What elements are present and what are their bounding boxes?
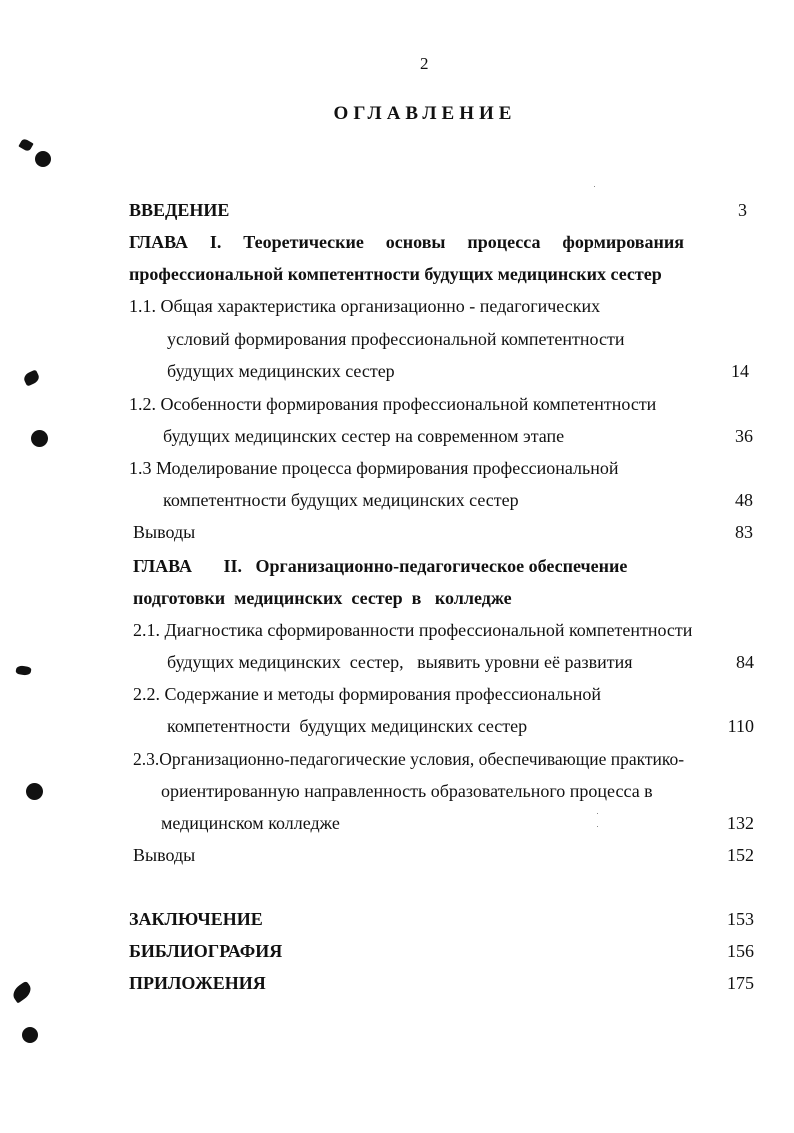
scan-mark <box>18 138 33 153</box>
toc-page-chapter2-conclusions: 152 <box>727 845 754 865</box>
page-number: 2 <box>420 54 429 73</box>
toc-entry-2-2-line2: компетентности будущих медицинских сестер <box>167 716 528 736</box>
toc-page-1-2: 36 <box>735 426 753 446</box>
toc-entry-2-1-line1: 2.1. Диагностика сформированности профессиональной компетентности <box>133 620 693 640</box>
chapter1-heading-line2: профессиональной компетентности будущих медицинских сестер <box>129 264 662 284</box>
toc-page-appendices: 175 <box>727 973 754 993</box>
chapter2-heading-line2: подготовки медицинских сестер в колледже <box>133 588 512 608</box>
scan-dot <box>26 783 43 800</box>
chapter1-word: основы <box>385 232 446 252</box>
toc-page-2-2: 110 <box>727 716 754 736</box>
toc-page-2-1: 84 <box>736 652 754 672</box>
toc-entry-appendices: ПРИЛОЖЕНИЯ <box>129 973 266 993</box>
toc-entry-1-2-line2: будущих медицинских сестер на современном этапе <box>163 426 565 446</box>
toc-entry-chapter1-conclusions: Выводы <box>133 522 196 542</box>
toc-entry-introduction: ВВЕДЕНИЕ <box>129 200 230 220</box>
chapter1-heading-line1 <box>129 232 684 253</box>
toc-entry-2-2-line1: 2.2. Содержание и методы формирования профессиональной <box>133 684 601 704</box>
scan-dot <box>22 1027 38 1043</box>
toc-entry-chapter2-conclusions: Выводы <box>133 845 196 865</box>
toc-entry-1-2-line1: 1.2. Особенности формирования профессиональной компетентности <box>129 394 657 414</box>
scan-mark <box>15 665 31 676</box>
chapter1-word: процесса <box>467 232 541 252</box>
toc-page-1-3: 48 <box>735 490 753 510</box>
toc-page-1-1: 14 <box>731 361 749 381</box>
toc-entry-2-1-line2: будущих медицинских сестер, выявить уровни её развития <box>167 652 633 672</box>
scan-speck <box>597 826 598 827</box>
toc-page-2-3: 132 <box>727 813 754 833</box>
scan-speck <box>594 186 595 187</box>
toc-page-conclusion: 153 <box>727 909 754 929</box>
scan-dot <box>31 430 48 447</box>
chapter1-word: формирования <box>562 232 684 252</box>
toc-entry-bibliography: БИБЛИОГРАФИЯ <box>129 941 283 961</box>
scan-dot <box>35 151 51 167</box>
toc-page-bibliography: 156 <box>727 941 754 961</box>
toc-entry-1-3-line2: компетентности будущих медицинских сестер <box>163 490 519 510</box>
toc-entry-2-3-line3: медицинском колледже <box>161 813 340 833</box>
scan-mark <box>10 981 34 1004</box>
chapter1-word: I. <box>209 232 222 252</box>
chapter1-word: ГЛАВА <box>129 232 189 252</box>
scan-speck <box>597 813 598 814</box>
toc-entry-1-1-line2: условий формирования профессиональной компетентности <box>167 329 625 349</box>
toc-entry-conclusion: ЗАКЛЮЧЕНИЕ <box>129 909 263 929</box>
toc-entry-1-1-line1: 1.1. Общая характеристика организационно - педагогических <box>129 296 601 316</box>
chapter1-word: Теоретические <box>243 232 364 252</box>
chapter2-heading-line1: ГЛАВА II. Организационно-педагогическое обеспечение <box>133 556 628 576</box>
toc-entry-2-3-line2: ориентированную направленность образовательного процесса в <box>161 781 653 801</box>
toc-page-chapter1-conclusions: 83 <box>735 522 753 542</box>
scan-mark <box>22 369 41 386</box>
toc-page-introduction: 3 <box>738 200 747 220</box>
toc-entry-1-1-line3: будущих медицинских сестер <box>167 361 395 381</box>
toc-title: ОГЛАВЛЕНИЕ <box>333 103 517 124</box>
toc-entry-2-3-line1: 2.3.Организационно-педагогические условия, обеспечивающие практико- <box>133 749 685 769</box>
toc-entry-1-3-line1: 1.3 Моделирование процесса формирования профессиональной <box>129 458 619 478</box>
